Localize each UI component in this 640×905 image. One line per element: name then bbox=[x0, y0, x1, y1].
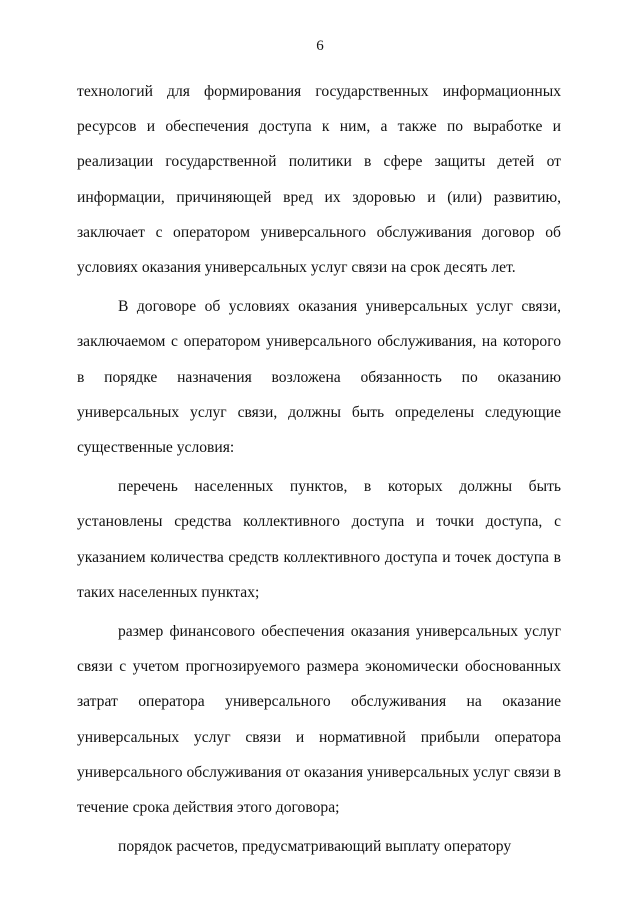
page-number: 6 bbox=[316, 38, 324, 54]
paragraph-contract-conditions: В договоре об условиях оказания универсальных услуг связи, заключаемом с оператором универсального обслуживания, на которого в порядке назначения возложена обязанность по оказанию универсальных услуг связи, должны быть определены следующие существенные условия: bbox=[77, 298, 561, 457]
document-body bbox=[77, 74, 561, 864]
paragraph-settlements-list: перечень населенных пунктов, в которых должны быть установлены средства коллективного доступа и точки доступа, с указанием количества средств коллективного доступа и точек доступа в таких населенных пунктах; bbox=[77, 478, 561, 601]
paragraph-payment-procedure: порядок расчетов, предусматривающий выплату оператору bbox=[118, 838, 512, 856]
paragraph-financial-support: размер финансового обеспечения оказания универсальных услуг связи с учетом прогнозируемого размера экономически обоснованных затрат оператора универсального обслуживания на оказание универсальных услуг связи и нормативной прибыли оператора универсального обслуживания от оказания универсальных услуг связи в течение срока действия этого договора; bbox=[77, 623, 561, 817]
paragraph-continuation: технологий для формирования государственных информационных ресурсов и обеспечения доступа к ним, а также по выработке и реализации государственной политики в сфере защиты детей от информации, причиняющей вред их здоровью и (или) развитию, заключает с оператором универсального обслуживания договор об условиях оказания универсальных услуг связи на срок десять лет. bbox=[77, 83, 561, 277]
